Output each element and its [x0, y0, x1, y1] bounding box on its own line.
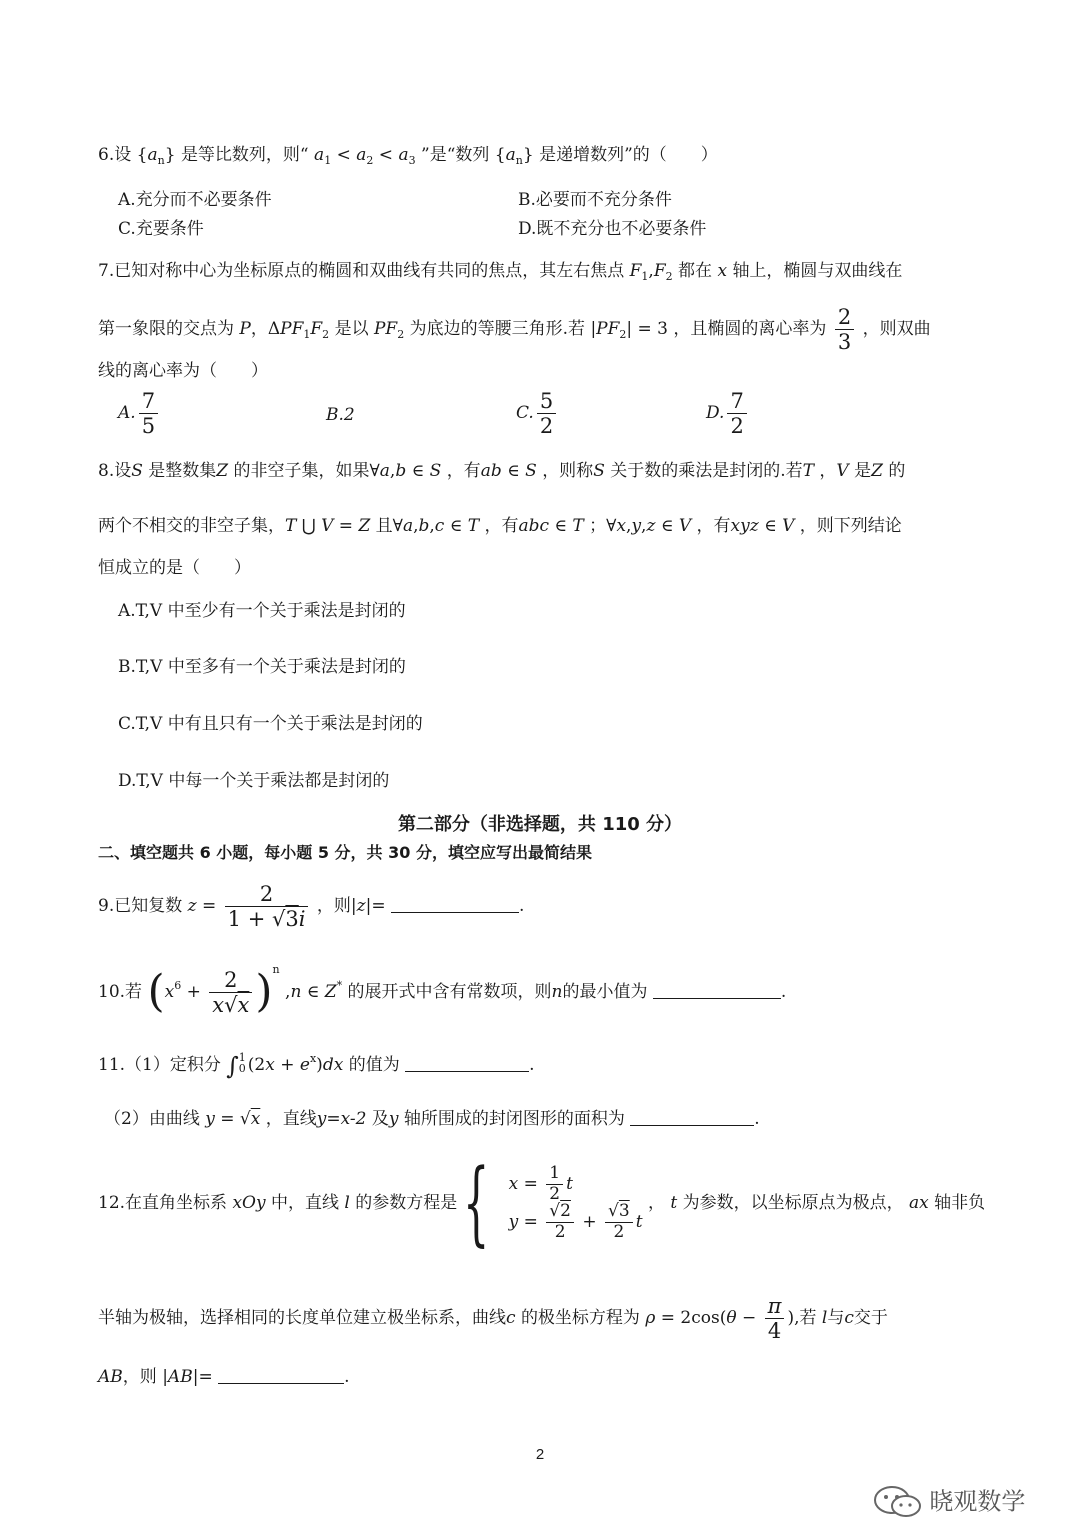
q10-answer-blank[interactable]: [653, 984, 781, 999]
q7-option-c[interactable]: C. $\frac{5}{2}$: [516, 390, 559, 437]
wechat-icon: [872, 1484, 924, 1520]
q7-option-d[interactable]: D. $\frac{7}{2}$: [706, 390, 750, 437]
system-brace: {: [462, 1149, 490, 1256]
part2-title: 第二部分（非选择题，共 110 分）: [397, 814, 683, 835]
q11-part2-answer-blank[interactable]: [630, 1111, 754, 1126]
q8-line2: 两个不相交的非空子集，T ⋃ V = Z 且∀a,b,c ∈ T ，有abc ∈ T ；∀x,y,z ∈ V ，有xyz ∈ V ，则下列结论: [98, 516, 902, 536]
q8-line3: 恒成立的是（ ）: [98, 558, 251, 578]
q7-line1: 7.已知对称中心为坐标原点的椭圆和双曲线有共同的焦点，其左右焦点 $F_1,F_2$ 都在 x 轴上，椭圆与双曲线在: [98, 261, 903, 283]
q6-option-a[interactable]: A.充分而不必要条件: [118, 190, 272, 210]
q11-part1: 11.（1）定积分 ∫ 1 0 $(2x + e^x)dx$ 的值为 .: [98, 1051, 535, 1080]
q6-option-c[interactable]: C.充要条件: [118, 219, 204, 239]
section-heading: 二、填空题共 6 小题，每小题 5 分，共 30 分，填空应写出最简结果: [98, 843, 592, 862]
q8-option-d[interactable]: D.T,V 中每一个关于乘法都是封闭的: [118, 771, 390, 791]
q8-option-b[interactable]: B.T,V 中至多有一个关于乘法是封闭的: [118, 657, 406, 677]
q6-option-b[interactable]: B.必要而不充分条件: [518, 190, 672, 210]
q11-part1-answer-blank[interactable]: [405, 1057, 529, 1072]
page-number: 2: [535, 1446, 545, 1463]
ellipse-eccentricity: $\frac{2}{3}$: [835, 306, 854, 353]
q8-option-c[interactable]: C.T,V 中有且只有一个关于乘法是封闭的: [118, 714, 423, 734]
q9-answer-blank[interactable]: [391, 898, 519, 913]
q10: 10.若 ($x^6$ + $\frac{2}{x√x}$ )$^n$ ,n ∈ Z* 的展开式中含有常数项，则n的最小值为 .: [98, 963, 787, 1018]
watermark: 晓观数学: [872, 1484, 1025, 1520]
q12-line1: 12.在直角坐标系 xOy 中，直线 l 的参数方程是 { x = $\frac{1}{2}$ t y = $\frac{√2}{2}$ + $\frac{√3}{2}$ t ， t 为参数，以坐标原点为极点， ax 轴非负: [98, 1149, 986, 1256]
q8-line1: 8.设S 是整数集Z 的非空子集，如果∀a,b ∈ S ，有ab ∈ S ，则称S 关于数的乘法是封闭的.若T ，V 是Z 的: [98, 461, 906, 481]
q12-answer-blank[interactable]: [218, 1369, 344, 1384]
q11-part2: （2）由曲线 y = √x ，直线y=x-2 及y 轴所围成的封闭图形的面积为 .: [104, 1109, 760, 1129]
q12-line2: 半轴为极轴，选择相同的长度单位建立极坐标系，曲线c 的极坐标方程为 ρ = 2cos(θ − $\frac{\pi}{4}$ ),若 l与c交于: [98, 1294, 888, 1344]
q8-option-a[interactable]: A.T,V 中至少有一个关于乘法是封闭的: [118, 601, 406, 621]
q7-line2: 第一象限的交点为 P，$\Delta PF_1F_2$ 是以 $PF_2$ 为底边的等腰三角形.若 $|PF_2| = 3$ ，且椭圆的离心率为 $\frac{2}{3}$ ，则双曲: [98, 305, 931, 355]
parametric-system: x = $\frac{1}{2}$ t y = $\frac{√2}{2}$ + $\frac{√3}{2}$ t: [508, 1162, 643, 1243]
q6-option-d[interactable]: D.既不充分也不必要条件: [518, 219, 707, 239]
q7-line3: 线的离心率为（ ）: [98, 361, 268, 381]
q7-option-a[interactable]: A. $\frac{7}{5}$: [118, 390, 161, 437]
q7-option-b[interactable]: B.2: [326, 405, 355, 425]
q9: 9.已知复数 z = $\frac{2}{1 + √3i}$ ，则|z|= .: [98, 882, 525, 932]
q6-stem: 6.设 $\{a_n\}$ 是等比数列，则“ $a_1 < a_2 < a_3$ ”是“数列 $\{a_n\}$ 是递增数列”的（ ）: [98, 145, 718, 167]
q12-line3: AB，则 |AB|= .: [98, 1367, 350, 1387]
